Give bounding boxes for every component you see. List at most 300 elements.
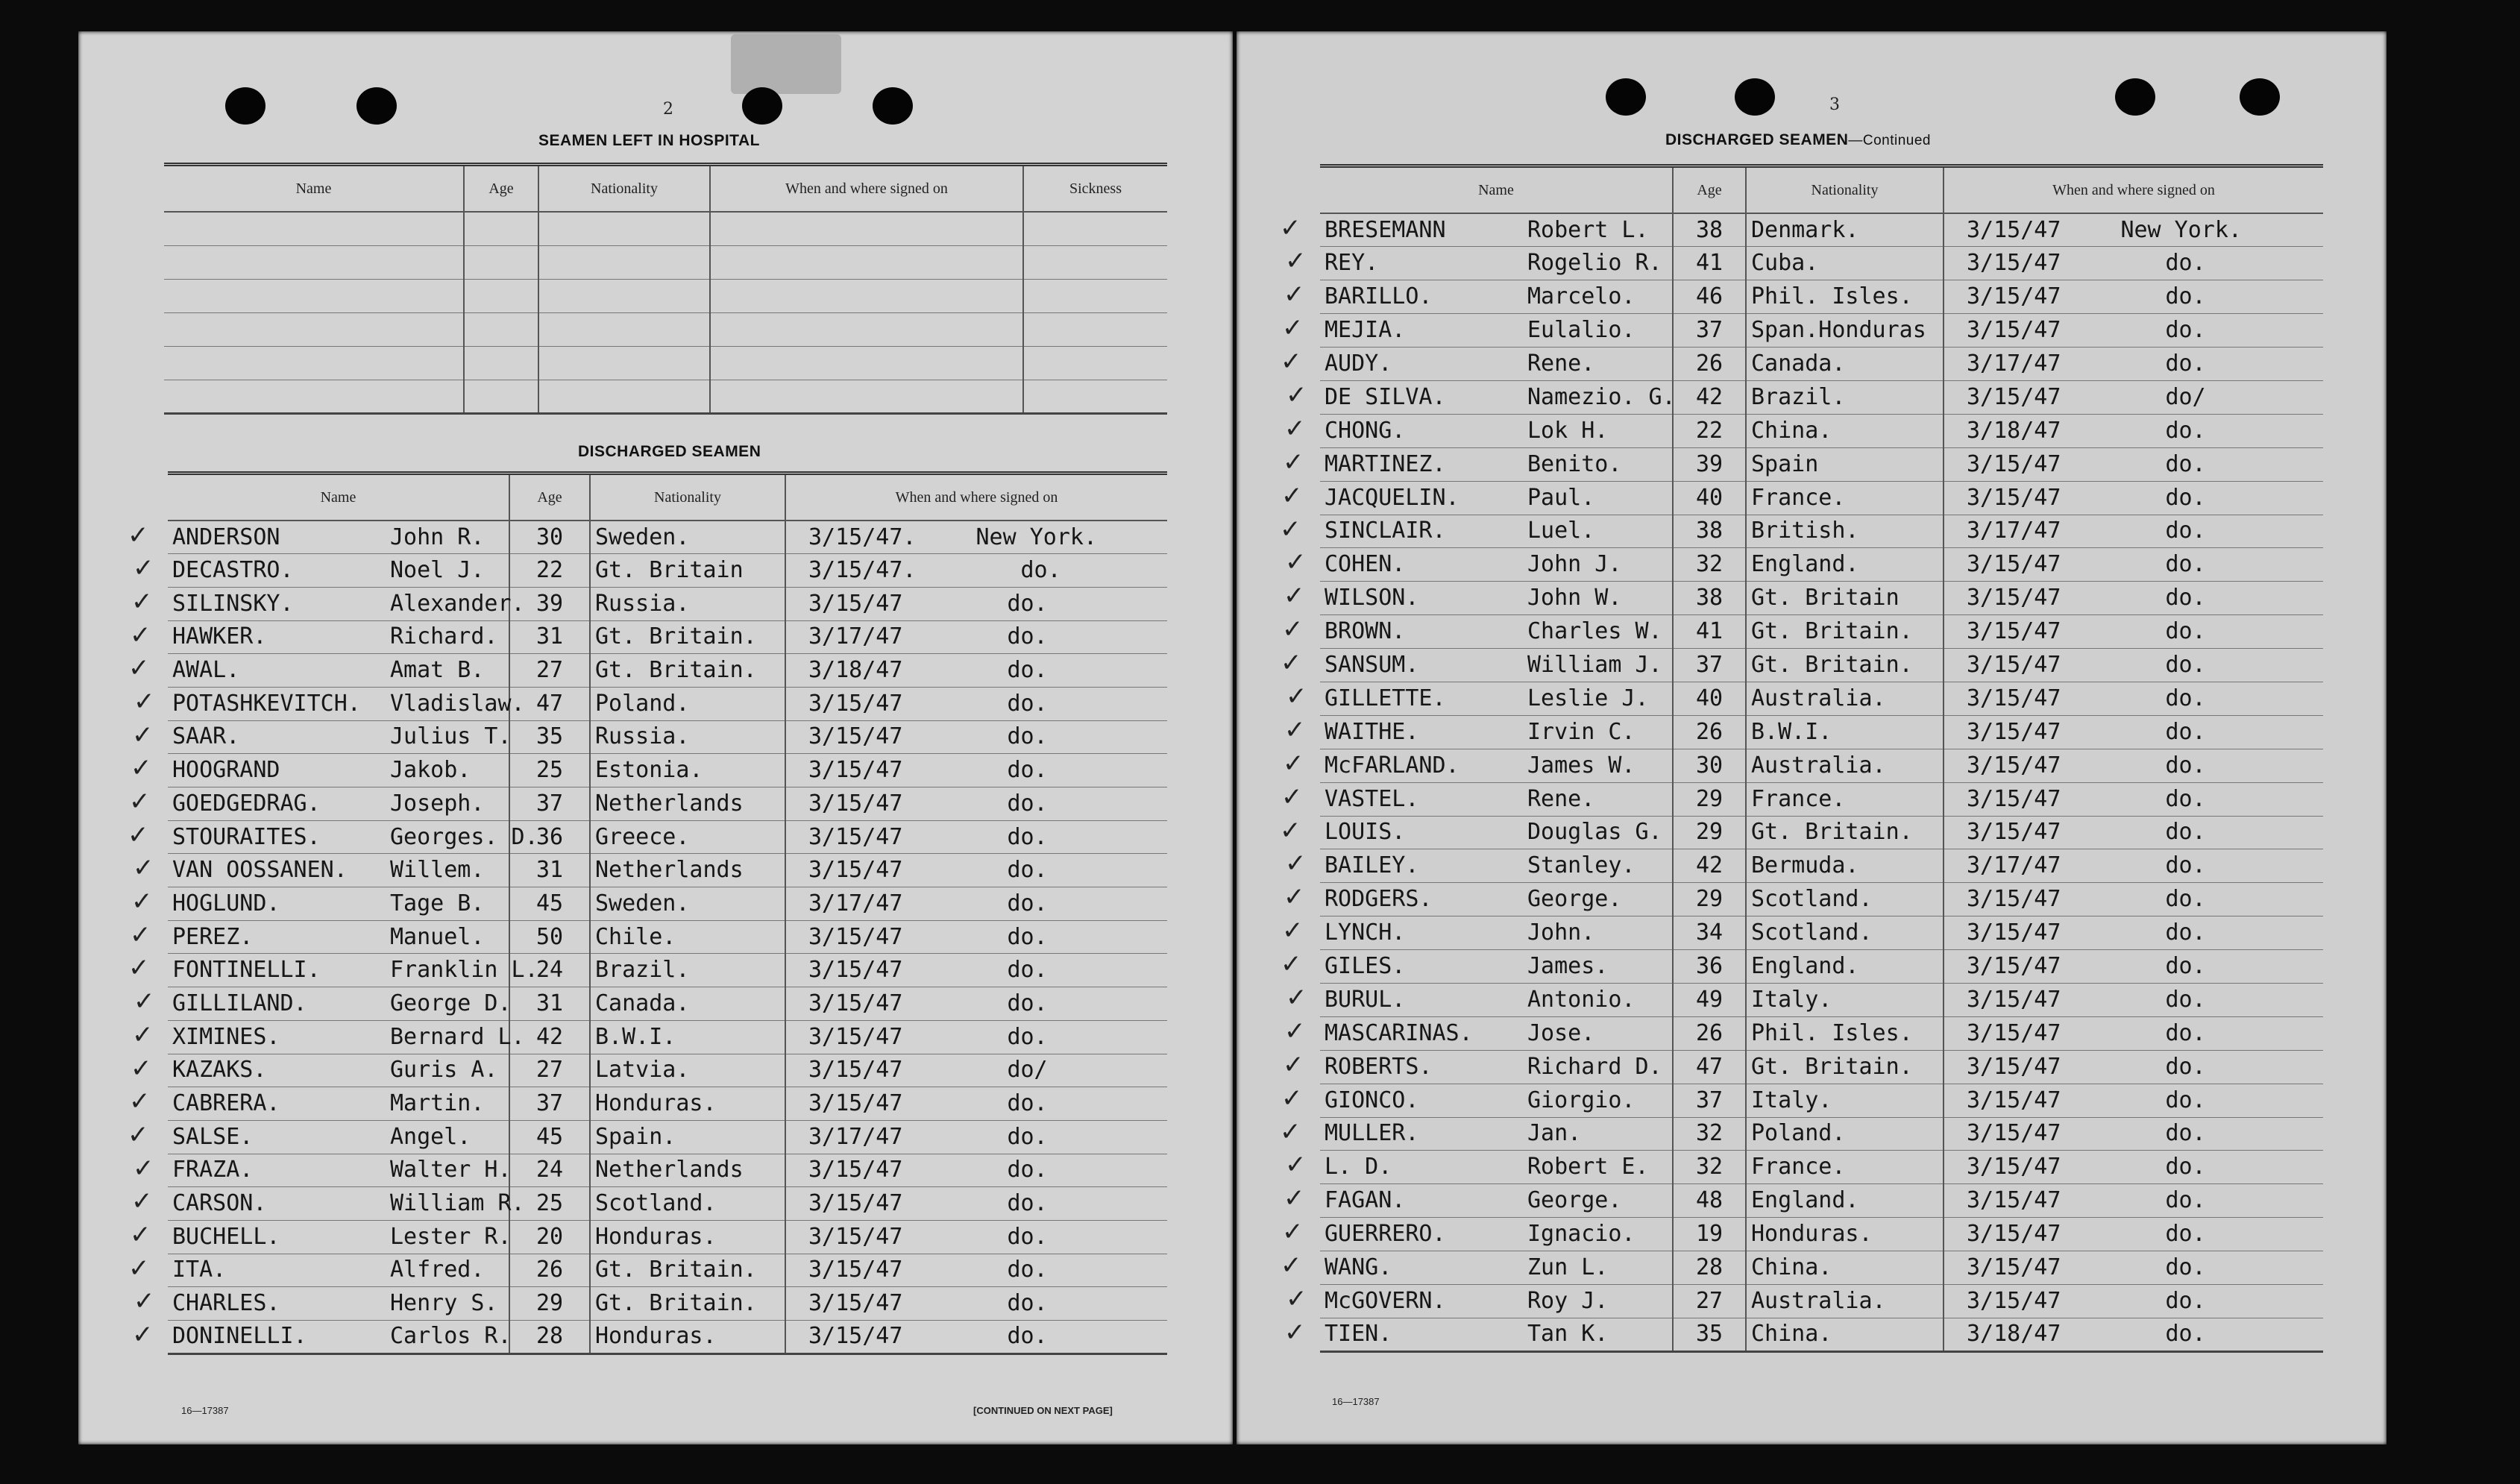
signed-on-cell [1944, 515, 2323, 548]
table-row [168, 854, 1167, 887]
given-name: Walter H. [390, 1157, 512, 1183]
signed-on-cell [785, 1187, 1167, 1221]
name-cell [1320, 280, 1673, 314]
given-name: Joseph. [390, 790, 485, 817]
nationality-cell: Cuba. [1746, 247, 1944, 280]
age-cell: 28 [1673, 1251, 1746, 1285]
signed-on-cell [1944, 380, 2323, 414]
surname: WILSON. [1325, 585, 1419, 611]
age-cell: 26 [1673, 1016, 1746, 1050]
check-mark-icon: ✓ [1281, 1084, 1303, 1113]
table-row [1320, 314, 2323, 348]
nationality-cell: Gt. Britain. [590, 1254, 785, 1287]
table-row [1320, 548, 2323, 582]
check-mark-icon: ✓ [133, 987, 155, 1016]
signed-on-date: 3/15/47. [808, 557, 917, 584]
surname: L. D. [1325, 1154, 1392, 1180]
signed-on-cell [1944, 314, 2323, 348]
check-mark-icon: ✓ [128, 1120, 149, 1150]
age-cell: 42 [1673, 380, 1746, 414]
discharged-continued-table [1320, 164, 2323, 1353]
name-cell [1320, 414, 1673, 447]
signed-on-cell [1944, 1050, 2323, 1084]
age-cell: 30 [509, 521, 590, 554]
nationality-cell: Canada. [590, 987, 785, 1021]
nationality-cell: Spain [1746, 447, 1944, 481]
given-name: Julius T. [390, 723, 512, 750]
empty-cell [1023, 346, 1167, 380]
signed-on-date: 3/15/47 [1967, 1053, 2061, 1080]
nationality-cell: Honduras. [590, 1321, 785, 1354]
signed-on-cell [1944, 1151, 2323, 1184]
signed-on-date: 3/15/47 [808, 990, 903, 1016]
surname: McGOVERN. [1325, 1287, 1446, 1314]
signed-on-cell [1944, 280, 2323, 314]
hospital-empty-row [164, 380, 1167, 413]
given-name: George. [1527, 1187, 1622, 1214]
signed-on-date: 3/17/47 [1967, 518, 2061, 544]
nationality-cell: England. [1746, 548, 1944, 582]
empty-cell [164, 279, 464, 312]
given-name: Lok H. [1527, 417, 1609, 444]
empty-cell [464, 312, 538, 346]
age-cell: 25 [509, 1187, 590, 1221]
given-name: John J. [1527, 551, 1622, 578]
given-name: George. [1527, 886, 1622, 913]
signed-on-cell [785, 587, 1167, 620]
empty-cell [164, 212, 464, 245]
signed-on-date: 3/15/47 [1967, 1221, 2061, 1248]
table-row [168, 554, 1167, 588]
surname: SINCLAIR. [1325, 518, 1446, 544]
signed-on-place: do. [2165, 1254, 2206, 1281]
age-cell: 26 [1673, 715, 1746, 749]
signed-on-date: 3/15/47 [1967, 718, 2061, 745]
signed-on-cell [1944, 1184, 2323, 1218]
signed-on-cell [1944, 816, 2323, 849]
signed-on-place: do. [1007, 657, 1048, 684]
given-name: Willem. [390, 857, 485, 884]
given-name: Stanley. [1527, 852, 1636, 879]
name-cell [1320, 782, 1673, 816]
surname: SALSE. [172, 1123, 254, 1150]
empty-cell [1023, 212, 1167, 245]
table-row [168, 1287, 1167, 1321]
name-cell [1320, 1218, 1673, 1251]
nationality-cell: Gt. Britain. [590, 1287, 785, 1321]
signed-on-place: do. [1007, 790, 1048, 817]
surname: GILLILAND. [172, 990, 307, 1016]
empty-cell [164, 380, 464, 413]
signed-on-place: do. [2165, 585, 2206, 611]
name-cell [1320, 682, 1673, 715]
nationality-cell: B.W.I. [1746, 715, 1944, 749]
given-name: Antonio. [1527, 986, 1636, 1013]
signed-on-place: do. [2165, 1120, 2206, 1147]
check-mark-icon: ✓ [1282, 916, 1304, 946]
age-cell: 39 [1673, 447, 1746, 481]
surname: WAITHE. [1325, 718, 1419, 745]
signed-on-date: 3/15/47 [808, 1157, 903, 1183]
surname: AWAL. [172, 657, 240, 684]
signed-on-cell [785, 887, 1167, 921]
table-row [1320, 447, 2323, 481]
hospital-empty-row [164, 245, 1167, 279]
given-name: James W. [1527, 752, 1636, 779]
col-header-nationality: Nationality [1746, 166, 1944, 214]
surname: KAZAKS. [172, 1057, 267, 1084]
continued-note: [CONTINUED ON NEXT PAGE] [973, 1405, 1113, 1416]
nationality-cell: Honduras. [590, 1220, 785, 1254]
signed-on-date: 3/17/47 [808, 623, 903, 650]
surname: HOOGRAND [172, 757, 280, 784]
col-header-name: Name [164, 165, 464, 213]
table-row [168, 787, 1167, 821]
given-name: Paul. [1527, 484, 1595, 511]
surname: MULLER. [1325, 1120, 1419, 1147]
table-row [168, 687, 1167, 720]
empty-cell [464, 380, 538, 413]
table-row [1320, 515, 2323, 548]
signed-on-date: 3/18/47 [808, 657, 903, 684]
surname: GUERRERO. [1325, 1221, 1446, 1248]
table-row [1320, 481, 2323, 515]
age-cell: 31 [509, 620, 590, 654]
given-name: James. [1527, 953, 1609, 980]
signed-on-place: do. [2165, 886, 2206, 913]
table-row [1320, 1016, 2323, 1050]
given-name: Richard. [390, 623, 498, 650]
table-row [1320, 1285, 2323, 1318]
nationality-cell: Russia. [590, 587, 785, 620]
signed-on-place: do. [1007, 1323, 1048, 1350]
table-row [168, 1054, 1167, 1087]
name-cell [1320, 481, 1673, 515]
check-mark-icon: ✓ [1283, 749, 1304, 779]
name-cell [1320, 1084, 1673, 1117]
age-cell: 41 [1673, 615, 1746, 649]
surname: CARSON. [172, 1190, 267, 1217]
nationality-cell: Netherlands [590, 787, 785, 821]
given-name: Douglas G. [1527, 819, 1662, 846]
empty-cell [1023, 312, 1167, 346]
given-name: Tage B. [390, 890, 485, 917]
signed-on-place: do/ [1007, 1057, 1048, 1084]
table-row [168, 720, 1167, 754]
signed-on-place: do. [1007, 890, 1048, 917]
signed-on-date: 3/15/47 [808, 923, 903, 950]
age-cell: 29 [509, 1287, 590, 1321]
signed-on-cell [1944, 615, 2323, 649]
punch-hole [1735, 78, 1775, 116]
hospital-empty-row [164, 212, 1167, 245]
signed-on-place: do. [2165, 1187, 2206, 1214]
nationality-cell: Netherlands [590, 854, 785, 887]
empty-cell [538, 279, 710, 312]
hospital-empty-row [164, 346, 1167, 380]
punch-hole [873, 87, 913, 125]
age-cell: 27 [509, 654, 590, 688]
col-header-nationality: Nationality [590, 474, 785, 521]
col-header-age: Age [1673, 166, 1746, 214]
check-mark-icon: ✓ [1286, 1284, 1307, 1314]
given-name: Roy J. [1527, 1287, 1609, 1314]
empty-cell [164, 245, 464, 279]
check-mark-icon: ✓ [128, 953, 150, 983]
name-cell [168, 854, 509, 887]
signed-on-date: 3/15/47 [808, 1090, 903, 1117]
signed-on-place: do. [1007, 1090, 1048, 1117]
signed-on-date: 3/15/47 [808, 857, 903, 884]
given-name: Noel J. [390, 557, 485, 584]
signed-on-cell [785, 787, 1167, 821]
surname: LYNCH. [1325, 919, 1406, 946]
age-cell: 37 [509, 1087, 590, 1121]
age-cell: 36 [1673, 950, 1746, 984]
surname: BARILLO. [1325, 283, 1433, 310]
col-header-nationality: Nationality [538, 165, 710, 213]
discharged-continued-title [1665, 131, 1931, 149]
empty-cell [538, 245, 710, 279]
table-row [168, 521, 1167, 554]
surname: BAILEY. [1325, 852, 1419, 879]
given-name: Carlos R. [390, 1323, 512, 1350]
given-name: Manuel. [390, 923, 485, 950]
given-name: Tan K. [1527, 1321, 1609, 1348]
signed-on-cell [785, 1020, 1167, 1054]
table-row [1320, 1084, 2323, 1117]
age-cell: 32 [1673, 1117, 1746, 1151]
empty-cell [538, 212, 710, 245]
name-cell [168, 620, 509, 654]
nationality-cell: Gt. Britain [1746, 582, 1944, 615]
signed-on-place: do. [2165, 484, 2206, 511]
given-name: Jakob. [390, 757, 471, 784]
given-name: Giorgio. [1527, 1087, 1636, 1113]
nationality-cell: Sweden. [590, 887, 785, 921]
check-mark-icon: ✓ [1283, 882, 1305, 912]
signed-on-place: do. [1020, 557, 1061, 584]
check-mark-icon: ✓ [1280, 1117, 1301, 1147]
table-row [1320, 414, 2323, 447]
signed-on-place: New York. [975, 524, 1098, 550]
table-row [168, 587, 1167, 620]
col-header-name: Name [1320, 166, 1673, 214]
empty-cell [464, 245, 538, 279]
surname: BURUL. [1325, 986, 1406, 1013]
check-mark-icon: ✓ [1283, 280, 1305, 309]
name-cell [168, 887, 509, 921]
signed-on-cell [1944, 682, 2323, 715]
signed-on-cell [785, 1287, 1167, 1321]
signed-on-date: 3/17/47 [1967, 350, 2061, 377]
signed-on-cell [1944, 213, 2323, 247]
signed-on-date: 3/15/47 [1967, 585, 2061, 611]
check-mark-icon: ✓ [1283, 1050, 1304, 1080]
nationality-cell: Gt. Britain. [590, 654, 785, 688]
name-cell [1320, 983, 1673, 1016]
nationality-cell: Chile. [590, 920, 785, 954]
check-mark-icon: ✓ [1285, 246, 1307, 276]
age-cell: 38 [1673, 213, 1746, 247]
nationality-cell: Brazil. [1746, 380, 1944, 414]
empty-cell [710, 279, 1023, 312]
age-cell: 46 [1673, 280, 1746, 314]
signed-on-place: do. [1007, 1023, 1048, 1050]
signed-on-cell [785, 620, 1167, 654]
surname: VASTEL. [1325, 785, 1419, 812]
check-mark-icon: ✓ [1281, 1251, 1302, 1280]
name-cell [168, 687, 525, 720]
table-row [168, 620, 1167, 654]
surname: GOEDGEDRAG. [172, 790, 321, 817]
empty-cell [538, 380, 710, 413]
signed-on-date: 3/15/47 [1967, 1287, 2061, 1314]
empty-cell [538, 312, 710, 346]
col-header-age: Age [509, 474, 590, 521]
nationality-cell: France. [1746, 481, 1944, 515]
check-mark-icon: ✓ [1286, 380, 1307, 410]
table-row [1320, 883, 2323, 917]
signed-on-place: do. [2165, 1053, 2206, 1080]
signed-on-place: do. [2165, 1287, 2206, 1314]
empty-cell [710, 380, 1023, 413]
check-mark-icon: ✓ [129, 1087, 151, 1116]
nationality-cell: Honduras. [1746, 1218, 1944, 1251]
given-name: Rene. [1527, 785, 1595, 812]
name-cell [168, 1054, 509, 1087]
table-row [1320, 1218, 2323, 1251]
check-mark-icon: ✓ [1283, 1183, 1305, 1213]
surname: ANDERSON [172, 524, 280, 550]
signed-on-cell [785, 854, 1167, 887]
check-mark-icon: ✓ [1285, 547, 1307, 577]
signed-on-place: do. [2165, 450, 2206, 477]
surname: REY. [1325, 250, 1379, 277]
nationality-cell: B.W.I. [590, 1020, 785, 1054]
given-name: William J. [1527, 652, 1662, 679]
name-cell [1320, 1318, 1673, 1351]
table-row [1320, 983, 2323, 1016]
nationality-cell: Gt. Britain. [590, 620, 785, 654]
name-cell [1320, 447, 1673, 481]
empty-cell [710, 346, 1023, 380]
nationality-cell: Denmark. [1746, 213, 1944, 247]
signed-on-cell [1944, 447, 2323, 481]
age-cell: 25 [509, 754, 590, 787]
given-name: Benito. [1527, 450, 1622, 477]
signed-on-cell [1944, 883, 2323, 917]
table-row [1320, 782, 2323, 816]
given-name: Angel. [390, 1123, 471, 1150]
nationality-cell: Scotland. [1746, 883, 1944, 917]
table-row [1320, 816, 2323, 849]
surname: CABRERA. [172, 1090, 280, 1117]
age-cell: 31 [509, 987, 590, 1021]
name-cell [168, 1287, 509, 1321]
signed-on-date: 3/15/47 [1967, 250, 2061, 277]
age-cell: 40 [1673, 682, 1746, 715]
name-cell [1320, 1016, 1673, 1050]
signed-on-date: 3/15/47 [1967, 1187, 2061, 1214]
table-row [1320, 917, 2323, 950]
given-name: John W. [1527, 585, 1622, 611]
age-cell: 49 [1673, 983, 1746, 1016]
signed-on-place: do. [1007, 1223, 1048, 1250]
name-cell [1320, 1285, 1673, 1318]
age-cell: 47 [509, 687, 590, 720]
age-cell: 28 [509, 1321, 590, 1354]
punch-hole [225, 87, 265, 125]
signed-on-cell [1944, 481, 2323, 515]
signed-on-place: do. [2165, 1221, 2206, 1248]
check-mark-icon: ✓ [129, 787, 151, 817]
hospital-empty-row [164, 279, 1167, 312]
name-cell [1320, 380, 1676, 414]
signed-on-date: 3/15/47. [808, 524, 917, 550]
check-mark-icon: ✓ [131, 887, 153, 917]
name-cell [168, 587, 525, 620]
name-cell [1320, 1050, 1673, 1084]
signed-on-place: do. [2165, 618, 2206, 645]
given-name: Bernard L. [390, 1023, 525, 1050]
empty-cell [464, 346, 538, 380]
surname: BROWN. [1325, 618, 1406, 645]
signed-on-cell [1944, 1251, 2323, 1285]
age-cell: 36 [509, 820, 590, 854]
name-cell [168, 920, 509, 954]
page-number: 3 [1829, 95, 1840, 114]
table-row [1320, 380, 2323, 414]
nationality-cell: China. [1746, 1318, 1944, 1351]
signed-on-cell [1944, 1218, 2323, 1251]
check-mark-icon: ✓ [128, 521, 149, 550]
table-row [1320, 1050, 2323, 1084]
age-cell: 38 [1673, 515, 1746, 548]
surname: DE SILVA. [1325, 383, 1446, 410]
name-cell [1320, 649, 1673, 682]
name-cell [168, 820, 538, 854]
nationality-cell: Scotland. [1746, 917, 1944, 950]
signed-on-cell [1944, 1117, 2323, 1151]
stamp-smudge [731, 34, 841, 94]
signed-on-place: do. [2165, 685, 2206, 711]
signed-on-date: 3/15/47 [1967, 752, 2061, 779]
table-row [168, 1321, 1167, 1354]
check-mark-icon: ✓ [1284, 1318, 1306, 1348]
name-cell [1320, 1117, 1673, 1151]
signed-on-place: do. [2165, 852, 2206, 879]
signed-on-cell [785, 820, 1167, 854]
nationality-cell: Bermuda. [1746, 849, 1944, 883]
nationality-cell: Phil. Isles. [1746, 280, 1944, 314]
signed-on-cell [785, 1321, 1167, 1354]
surname: HAWKER. [172, 623, 267, 650]
signed-on-cell [1944, 749, 2323, 782]
name-cell [1320, 582, 1673, 615]
hospital-table [164, 163, 1167, 415]
check-mark-icon: ✓ [131, 1054, 152, 1084]
name-cell [1320, 849, 1673, 883]
signed-on-date: 3/15/47 [1967, 1120, 2061, 1147]
signed-on-place: do. [1007, 1290, 1048, 1317]
signed-on-date: 3/15/47 [1967, 283, 2061, 310]
surname: WANG. [1325, 1254, 1392, 1281]
given-name: Luel. [1527, 518, 1595, 544]
age-cell: 48 [1673, 1184, 1746, 1218]
signed-on-place: do. [2165, 785, 2206, 812]
check-mark-icon: ✓ [1280, 213, 1301, 243]
